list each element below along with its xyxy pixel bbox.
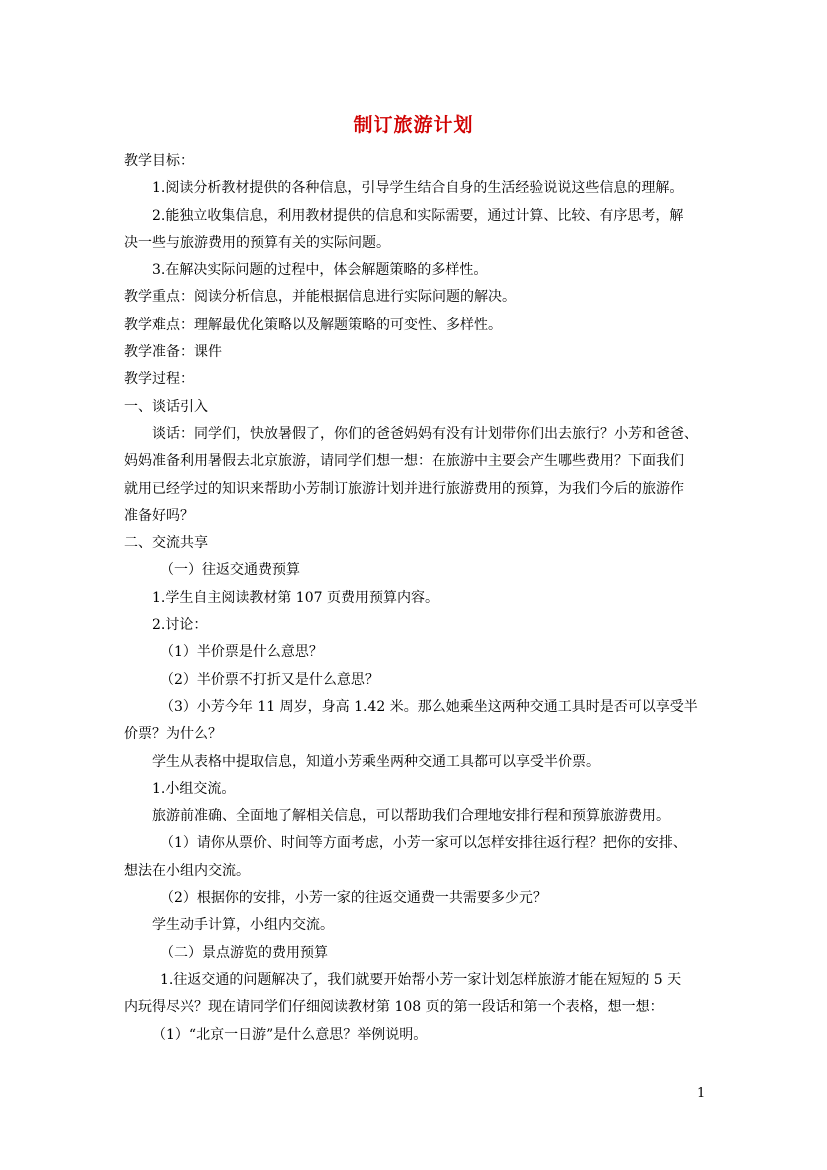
text-line: 教学重点：阅读分析信息，并能根据信息进行实际问题的解决。 xyxy=(124,289,516,306)
text-line: 二、交流共享 xyxy=(124,535,208,552)
text-line: 3.在解决实际问题的过程中，体会解题策略的多样性。 xyxy=(152,262,488,279)
document-body xyxy=(124,148,714,1049)
text-line: 决一些与旅游费用的预算有关的实际问题。 xyxy=(124,234,390,251)
text-line: 教学目标： xyxy=(124,153,194,169)
text-line: 2.能独立收集信息，利用教材提供的信息和实际需要，通过计算、比较、有序思考，解 xyxy=(152,207,684,224)
text-line: 妈妈准备利用暑假去北京旅游，请同学们想一想：在旅游中主要会产生哪些费用？下面我们 xyxy=(124,453,684,470)
text-line: 1.往返交通的问题解决了，我们就要开始帮小芳一家计划怎样旅游才能在短短的 5 天 xyxy=(160,971,682,988)
text-line: 1.阅读分析教材提供的各种信息，引导学生结合自身的生活经验说说这些信息的理解。 xyxy=(152,180,684,197)
text-line: （二）景点游览的费用预算 xyxy=(160,944,328,961)
text-line: 旅游前准确、全面地了解相关信息，可以帮助我们合理地安排行程和预算旅游费用。 xyxy=(152,808,670,825)
text-line: 准备好吗？ xyxy=(124,507,194,524)
text-line: 一、谈话引入 xyxy=(124,398,208,415)
text-line: （一）往返交通费预算 xyxy=(160,562,300,579)
document-title: 制订旅游计划 xyxy=(353,114,474,136)
text-line: （3）小芳今年 11 周岁，身高 1.42 米。那么她乘坐这两种交通工具时是否可以享受半 xyxy=(160,698,698,715)
text-line: 学生动手计算，小组内交流。 xyxy=(152,917,334,934)
text-line: （1）半价票是什么意思？ xyxy=(160,644,323,661)
text-line: 就用已经学过的知识来帮助小芳制订旅游计划并进行旅游费用的预算，为我们今后的旅游作 xyxy=(124,480,684,497)
text-line: 价票？为什么？ xyxy=(124,726,222,743)
text-line: 内玩得尽兴？现在请同学们仔细阅读教材第 108 页的第一段话和第一个表格，想一想： xyxy=(124,999,664,1016)
text-line: 1.学生自主阅读教材第 107 页费用预算内容。 xyxy=(152,589,439,606)
text-line: 谈话：同学们，快放暑假了，你们的爸爸妈妈有没有计划带你们出去旅行？小芳和爸爸、 xyxy=(152,425,698,442)
text-line: （1）“北京一日游”是什么意思？举例说明。 xyxy=(152,1026,428,1043)
text-line: 2.讨论： xyxy=(152,617,208,634)
page-number: 1 xyxy=(697,1086,706,1101)
text-line: （2）半价票不打折又是什么意思？ xyxy=(160,671,379,688)
text-line: 教学过程： xyxy=(124,371,194,388)
text-line: 想法在小组内交流。 xyxy=(124,862,250,879)
text-line: 教学难点：理解最优化策略以及解题策略的可变性、多样性。 xyxy=(124,316,502,333)
text-line: 1.小组交流。 xyxy=(152,780,236,797)
text-line: （1）请你从票价、时间等方面考虑，小芳一家可以怎样安排往返行程？把你的安排、 xyxy=(160,835,687,852)
text-line: 教学准备：课件 xyxy=(124,344,222,361)
text-line: （2）根据你的安排，小芳一家的往返交通费一共需要多少元？ xyxy=(160,890,547,907)
text-line: 学生从表格中提取信息，知道小芳乘坐两种交通工具都可以享受半价票。 xyxy=(152,753,600,770)
